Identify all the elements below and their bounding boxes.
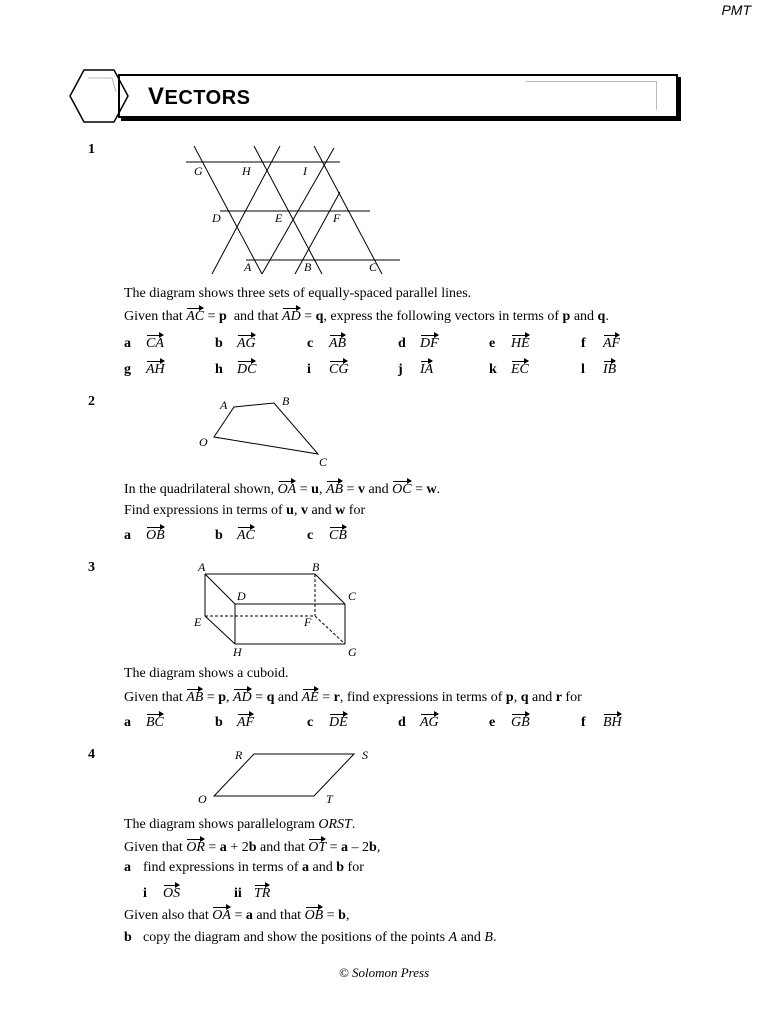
corner-label: PMT (721, 2, 751, 18)
footer-copyright: © Solomon Press (338, 965, 430, 980)
q2-diagram (190, 390, 350, 470)
point-C: C (369, 260, 378, 274)
q3-item-d: d AG (398, 712, 439, 731)
q3-item-e: e GB (489, 712, 530, 731)
point-D: D (212, 211, 221, 225)
point-E: E (194, 615, 202, 629)
q1-diagram (180, 140, 410, 280)
q1-item-d: d DF (398, 333, 439, 352)
q1-item-l: l IB (581, 359, 616, 378)
q4-sub-i: i OS (143, 883, 180, 902)
q4-part-b: b copy the diagram and show the positions of the points A and B. (124, 930, 497, 945)
point-H: H (233, 645, 242, 659)
point-G: G (348, 645, 357, 659)
q1-item-a: a CA (124, 333, 164, 352)
question-1-number: 1 (88, 142, 95, 157)
point-E: E (275, 211, 283, 225)
q4-diagram (190, 744, 380, 808)
question-4-number: 4 (88, 747, 95, 762)
point-D: D (237, 589, 246, 603)
q4-description: The diagram shows parallelogram ORST. (124, 817, 356, 832)
q2-item-c: c CB (307, 525, 347, 544)
point-I: I (303, 164, 307, 178)
q4-given: Given that OR = a + 2b and that OT = a – 2b, (124, 837, 380, 856)
point-A: A (198, 560, 206, 574)
point-B: B (282, 394, 290, 408)
q3-item-c: c DE (307, 712, 348, 731)
q4-part-a: a find expressions in terms of a and b for (124, 860, 364, 875)
point-C: C (348, 589, 357, 603)
point-T: T (326, 792, 333, 806)
point-O: O (198, 792, 207, 806)
q2-item-a: a OB (124, 525, 165, 544)
q3-given: Given that AB = p, AD = q and AE = r, find expressions in terms of p, q and r for (124, 687, 582, 706)
q1-item-j: j IA (398, 359, 433, 378)
q1-point-labels (194, 164, 378, 274)
point-G: G (194, 164, 203, 178)
q1-given: Given that AC = p and that AD = q, express the following vectors in terms of p and q. (124, 306, 609, 325)
point-B: B (304, 260, 312, 274)
point-S: S (362, 748, 368, 762)
q3-diagram (185, 558, 375, 660)
q1-item-i: i CG (307, 359, 348, 378)
point-A: A (244, 260, 252, 274)
point-O: O (199, 435, 208, 449)
point-A: A (220, 398, 228, 412)
q3-description: The diagram shows a cuboid. (124, 666, 289, 681)
point-B: B (312, 560, 320, 574)
page-title: VECTORS (148, 83, 251, 110)
q1-item-f: f AF (581, 333, 620, 352)
question-3-number: 3 (88, 560, 95, 575)
q1-item-h: h DC (215, 359, 256, 378)
q1-description: The diagram shows three sets of equally-spaced parallel lines. (124, 286, 472, 301)
q3-item-f: f BH (581, 712, 622, 731)
point-R: R (235, 748, 243, 762)
point-F: F (333, 211, 341, 225)
point-H: H (242, 164, 251, 178)
q4-sub-ii: ii TR (234, 883, 270, 902)
question-2-number: 2 (88, 394, 95, 409)
q1-item-k: k EC (489, 359, 529, 378)
q1-item-e: e HE (489, 333, 530, 352)
q3-item-b: b AF (215, 712, 254, 731)
point-C: C (319, 455, 328, 469)
q2-instruction: Find expressions in terms of u, v and w for (124, 503, 366, 518)
q2-item-b: b AC (215, 525, 255, 544)
q1-item-b: b AG (215, 333, 256, 352)
point-F: F (304, 615, 312, 629)
q4-given-also: Given also that OA = a and that OB = b, (124, 905, 349, 924)
q1-item-g: g AH (124, 359, 165, 378)
q2-given: In the quadrilateral shown, OA = u, AB = v and OC = w. (124, 479, 440, 498)
q3-item-a: a BC (124, 712, 164, 731)
q1-item-c: c AB (307, 333, 346, 352)
